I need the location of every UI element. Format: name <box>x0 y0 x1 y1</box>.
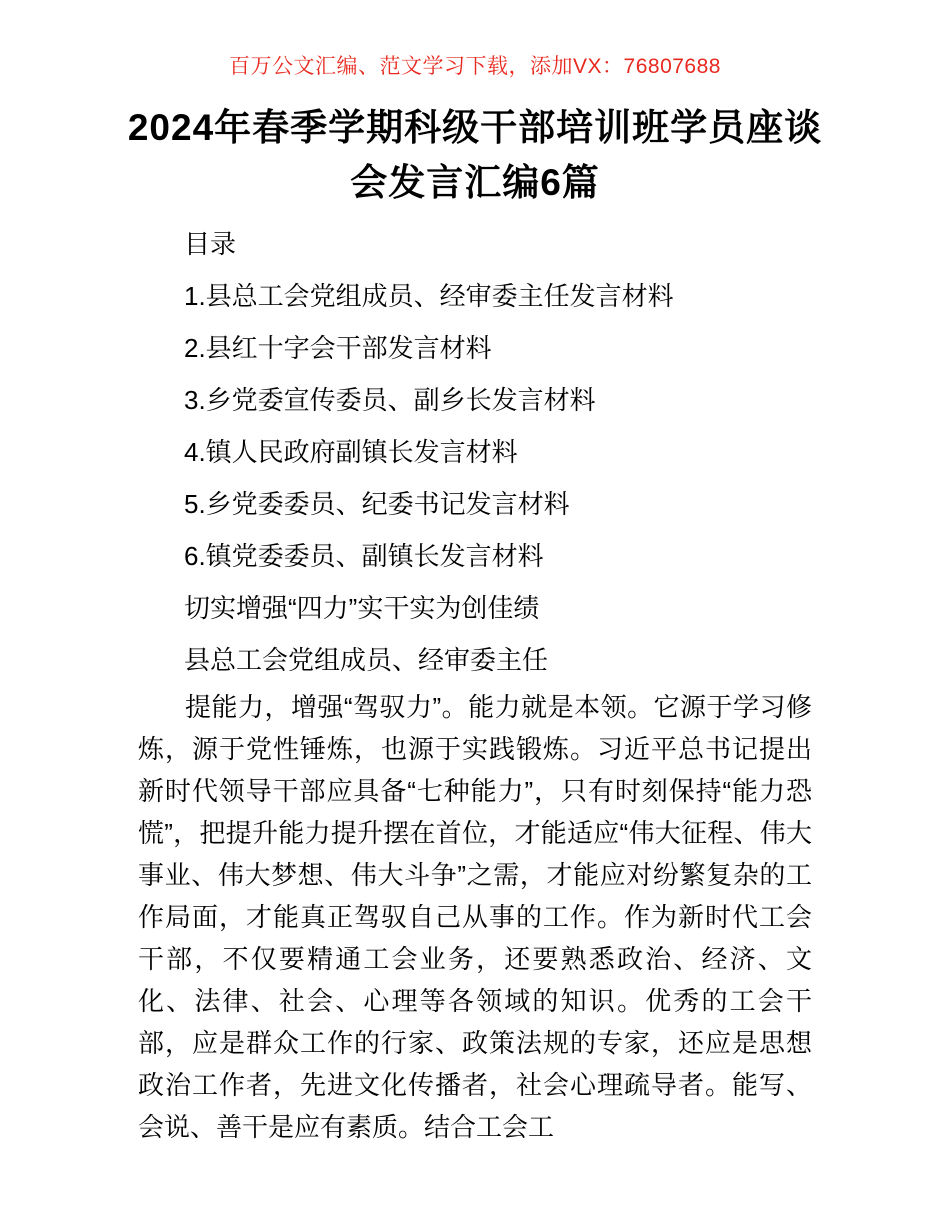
toc-label: 目录 <box>184 229 237 259</box>
document-body <box>138 218 812 1148</box>
section-author: 县总工会党组成员、经审委主任 <box>184 645 549 675</box>
body-paragraph: 提能力，增强“驾驭力”。能力就是本领。它源于学习修炼，源于党性锤炼，也源于实践锻炼。习近平总书记提出新时代领导干部应具备“七种能力”，只有时刻保持“能力恐慌”，把提升能力提升摆在首位，才能适应“伟大征程、伟大事业、伟大梦想、伟大斗争”之需，才能应对纷繁复杂的工作局面，才能真正驾驭自己从事的工作。作为新时代工会干部，不仅要精通工会业务，还要熟悉政治、经济、文化、法律、社会、心理等各领域的知识。优秀的工会干部，应是群众工作的行家、政策法规的专家，还应是思想政治工作者，先进文化传播者，社会心理疏导者。能写、会说、善干是应有素质。结合工会工 <box>138 692 812 1142</box>
toc-item-3: 3.乡党委宣传委员、副乡长发言材料 <box>184 385 596 415</box>
toc-item-2: 2.县红十字会干部发言材料 <box>184 333 492 363</box>
toc-item-1: 1.县总工会党组成员、经审委主任发言材料 <box>184 281 674 311</box>
toc-item-6: 6.镇党委委员、副镇长发言材料 <box>184 541 544 571</box>
toc-item-5: 5.乡党委委员、纪委书记发言材料 <box>184 489 570 519</box>
document-title: 2024年春季学期科级干部培训班学员座谈会发言汇编6篇 <box>127 107 823 203</box>
section-heading: 切实增强“四力”实干实为创佳绩 <box>184 593 540 623</box>
promo-header-text: 百万公文汇编、范文学习下载，添加VX：76807688 <box>229 55 721 78</box>
toc-item-4: 4.镇人民政府副镇长发言材料 <box>184 437 518 467</box>
